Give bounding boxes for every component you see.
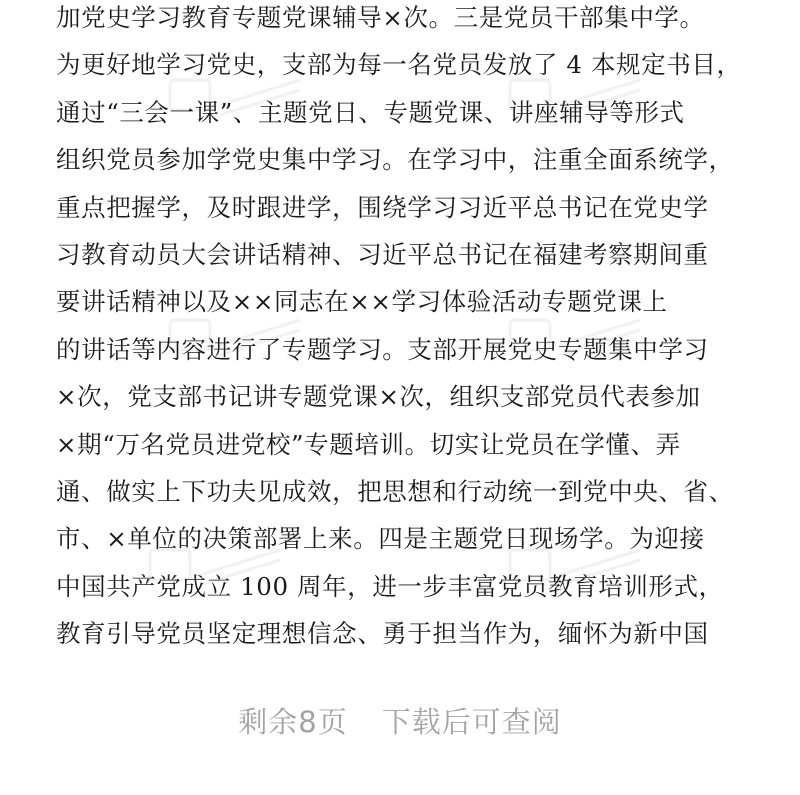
- body-line: 加党史学习教育专题党课辅导×次。三是党员干部集中学。: [56, 3, 705, 32]
- download-to-view-label: 下载后可查阅: [381, 705, 562, 739]
- body-line: 为更好地学习党史，支部为每一名党员发放了 4 本规定书目，: [56, 50, 742, 80]
- body-line: 通过“三会一课”、主题党日、专题党课、讲座辅导等形式: [56, 97, 685, 127]
- body-line: 重点把握学，及时跟进学，围绕学习习近平总书记在党史学: [56, 192, 709, 222]
- document-body: [56, 0, 756, 657]
- body-line: 教育引导党员坚定理想信念、勇于担当作为，缅怀为新中国: [56, 619, 709, 649]
- body-line: 习教育动员大会讲话精神、习近平总书记在福建考察期间重: [56, 239, 709, 269]
- body-line: 市、×单位的决策部署上来。四是主题党日现场学。为迎接: [56, 524, 705, 554]
- remaining-pages-label: 剩余8页: [238, 705, 348, 739]
- download-prompt-button[interactable]: [0, 692, 800, 752]
- body-line: 通、做实上下功夫见成效，把思想和行动统一到党中央、省、: [56, 476, 734, 506]
- body-line: 中国共产党成立 100 周年，进一步丰富党员教育培训形式，: [56, 571, 724, 601]
- body-line: 要讲话精神以及××同志在××学习体验活动专题党课上: [56, 287, 668, 317]
- body-line: 组织党员参加学党史集中学习。在学习中，注重全面系统学，: [56, 145, 734, 175]
- body-line: 的讲话等内容进行了专题学习。支部开展党史专题集中学习: [56, 334, 709, 364]
- body-line: ×期“万名党员进党校”专题培训。切实让党员在学懂、弄: [56, 429, 681, 459]
- body-line: ×次，党支部书记讲专题党课×次，组织支部党员代表参加: [56, 382, 701, 412]
